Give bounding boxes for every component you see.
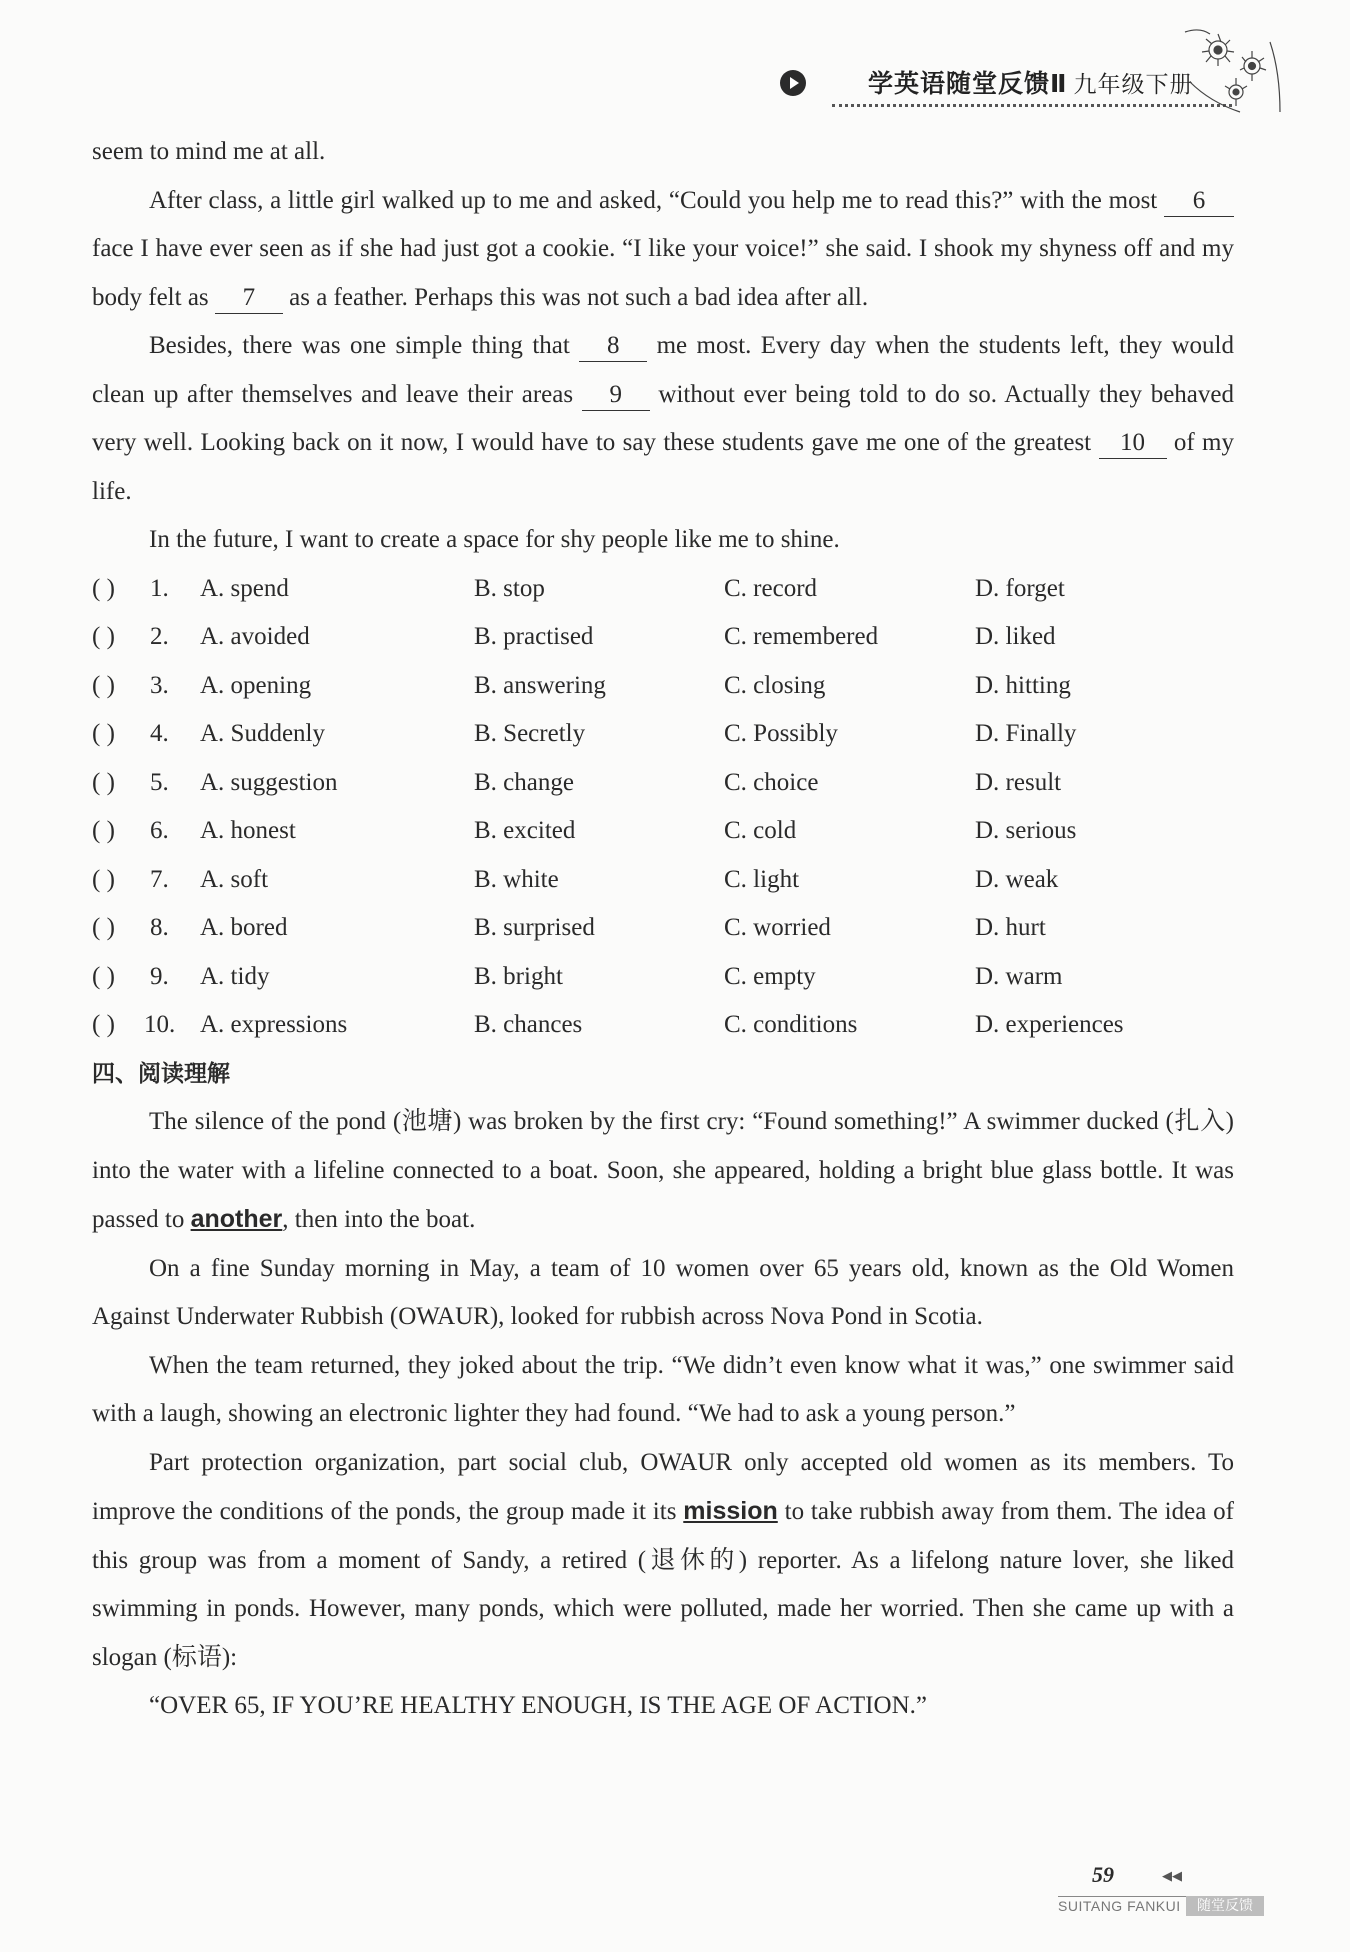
option-c: C. cold bbox=[724, 817, 797, 844]
option-b: B. bright bbox=[474, 962, 563, 990]
option-c: C. record bbox=[724, 574, 818, 602]
option-row-4 bbox=[92, 710, 1234, 759]
option-c: C. worried bbox=[724, 914, 831, 941]
reading-paragraph-1: The silence of the pond (池塘) was broken by the first cry: “Found something!” A swimmer ducked (扎入) into the water with a lifeline connected to a boat. Soon, she appeared, holding a bright blue glass bottle. It was passed to another, then into the boat. bbox=[92, 1108, 1234, 1233]
page-number: 59 bbox=[1092, 1862, 1114, 1887]
answer-slot[interactable]: ( ) bbox=[92, 962, 115, 990]
option-a: A. avoided bbox=[200, 623, 310, 650]
reading-paragraph-4: Part protection organization, part social club, OWAUR only accepted old women as its members. To improve the conditions of the ponds, the group made it its mission to take rubbish away from them. The idea of this group was from a moment of Sandy, a retired (退休的) reporter. As a lifelong nature lover, she liked swimming in ponds. However, many ponds, which were polluted, made her worried. Then she came up with a slogan (标语): bbox=[92, 1448, 1234, 1671]
option-a: A. opening bbox=[200, 671, 312, 699]
option-row-6 bbox=[92, 807, 1234, 856]
option-row-1 bbox=[92, 565, 1234, 614]
question-number: 9. bbox=[150, 962, 169, 990]
option-c: C. remembered bbox=[724, 623, 879, 650]
option-d: D. hitting bbox=[975, 671, 1071, 699]
option-row-3 bbox=[92, 662, 1234, 711]
option-b: B. Secretly bbox=[474, 720, 586, 747]
option-a: A. spend bbox=[200, 574, 289, 602]
underlined-word-mission: mission bbox=[683, 1497, 778, 1525]
rewind-icon: ◀◀ bbox=[1162, 1869, 1182, 1884]
option-b: B. white bbox=[474, 865, 559, 893]
option-c: C. light bbox=[724, 865, 800, 893]
option-a: A. suggestion bbox=[200, 768, 338, 796]
option-d: D. weak bbox=[975, 865, 1059, 893]
answer-slot[interactable]: ( ) bbox=[92, 720, 115, 747]
answer-slot[interactable]: ( ) bbox=[92, 574, 115, 602]
question-number: 4. bbox=[150, 720, 169, 747]
question-number: 6. bbox=[150, 817, 169, 844]
answer-slot[interactable]: ( ) bbox=[92, 1011, 115, 1038]
reading-paragraph-2: On a fine Sunday morning in May, a team of 10 women over 65 years old, known as the Old Women Against Underwater Rubbish (OWAUR), looked for rubbish across Nova Pond in Scotia. bbox=[92, 1254, 1234, 1330]
section-heading: 四、阅读理解 bbox=[92, 1060, 230, 1087]
question-number: 2. bbox=[150, 623, 169, 650]
header-dotted-rule bbox=[832, 104, 1232, 107]
option-row-2 bbox=[92, 613, 1234, 662]
answer-slot[interactable]: ( ) bbox=[92, 671, 115, 699]
book-subtitle: 九年级下册 bbox=[1073, 72, 1194, 98]
question-number: 10. bbox=[144, 1011, 176, 1038]
option-b: B. change bbox=[474, 768, 574, 796]
option-c: C. Possibly bbox=[724, 720, 838, 747]
option-a: A. expressions bbox=[200, 1011, 348, 1038]
options-list bbox=[92, 565, 1234, 1050]
page-content bbox=[92, 128, 1234, 1731]
option-a: A. Suddenly bbox=[200, 720, 325, 747]
book-title: 学英语随堂反馈Ⅱ 九年级下册 bbox=[868, 69, 1194, 98]
option-d: D. hurt bbox=[975, 914, 1046, 941]
blank-10: 10 bbox=[1099, 428, 1167, 459]
option-row-5 bbox=[92, 759, 1234, 808]
answer-slot[interactable]: ( ) bbox=[92, 865, 115, 893]
option-row-9 bbox=[92, 953, 1234, 1002]
option-d: D. warm bbox=[975, 962, 1063, 990]
answer-slot[interactable]: ( ) bbox=[92, 914, 115, 941]
option-d: D. Finally bbox=[975, 720, 1077, 747]
option-c: C. empty bbox=[724, 962, 816, 990]
option-a: A. soft bbox=[200, 865, 269, 893]
paragraph-continued: seem to mind me at all. bbox=[92, 138, 326, 165]
page-header bbox=[780, 60, 1250, 120]
option-c: C. closing bbox=[724, 671, 826, 699]
underlined-word-another: another bbox=[190, 1205, 283, 1233]
question-number: 5. bbox=[150, 768, 169, 796]
slogan-line: “OVER 65, IF YOU’RE HEALTHY ENOUGH, IS THE AGE OF ACTION.” bbox=[149, 1692, 927, 1719]
option-b: B. practised bbox=[474, 623, 594, 650]
question-number: 8. bbox=[150, 914, 169, 941]
answer-slot[interactable]: ( ) bbox=[92, 768, 115, 796]
option-a: A. tidy bbox=[200, 962, 270, 990]
series-name-cn: 随堂反馈 bbox=[1186, 1896, 1264, 1916]
flower-decoration-icon bbox=[1180, 22, 1290, 122]
option-d: D. liked bbox=[975, 623, 1056, 650]
question-number: 3. bbox=[150, 671, 169, 699]
paragraph-after-class: After class, a little girl walked up to me and asked, “Could you help me to read this?” with the most 6 face I have ever seen as if she had just got a cookie. “I like your voice!” she said. I shook my shyness off and my body felt as 7 as a feather. Perhaps this was not such a bad idea after all. bbox=[92, 177, 1234, 323]
answer-slot[interactable]: ( ) bbox=[92, 623, 115, 650]
option-a: A. honest bbox=[200, 817, 296, 844]
option-a: A. bored bbox=[200, 914, 288, 941]
paragraph-besides: Besides, there was one simple thing that 8 me most. Every day when the students left, they would clean up after themselves and leave their areas 9 without ever being told to do so. Actually they behaved very well. Looking back on it now, I would have to say these students gave me one of the greatest 10 of my life. bbox=[92, 332, 1234, 505]
option-b: B. surprised bbox=[474, 914, 595, 941]
option-d: D. experiences bbox=[975, 1011, 1124, 1038]
question-number: 7. bbox=[150, 865, 169, 893]
option-b: B. stop bbox=[474, 574, 545, 602]
option-c: C. choice bbox=[724, 768, 819, 796]
blank-9: 9 bbox=[582, 380, 650, 411]
option-c: C. conditions bbox=[724, 1011, 858, 1038]
blank-8: 8 bbox=[579, 331, 647, 362]
option-row-10 bbox=[92, 1001, 1234, 1050]
option-d: D. result bbox=[975, 768, 1062, 796]
option-d: D. serious bbox=[975, 817, 1077, 844]
blank-7: 7 bbox=[215, 283, 283, 314]
play-icon bbox=[780, 70, 806, 96]
option-row-8 bbox=[92, 904, 1234, 953]
blank-6: 6 bbox=[1164, 186, 1234, 217]
answer-slot[interactable]: ( ) bbox=[92, 817, 115, 844]
option-b: B. chances bbox=[474, 1011, 583, 1038]
option-b: B. excited bbox=[474, 817, 576, 844]
question-number: 1. bbox=[150, 574, 169, 602]
option-row-7 bbox=[92, 856, 1234, 905]
option-b: B. answering bbox=[474, 671, 606, 699]
reading-paragraph-3: When the team returned, they joked about the trip. “We didn’t even know what it was,” one swimmer said with a laugh, showing an electronic lighter they had found. “We had to ask a young person.” bbox=[92, 1351, 1234, 1427]
series-name-en: SUITANG FANKUI bbox=[1058, 1898, 1181, 1914]
paragraph-future: In the future, I want to create a space for shy people like me to shine. bbox=[149, 526, 840, 553]
option-d: D. forget bbox=[975, 574, 1065, 602]
